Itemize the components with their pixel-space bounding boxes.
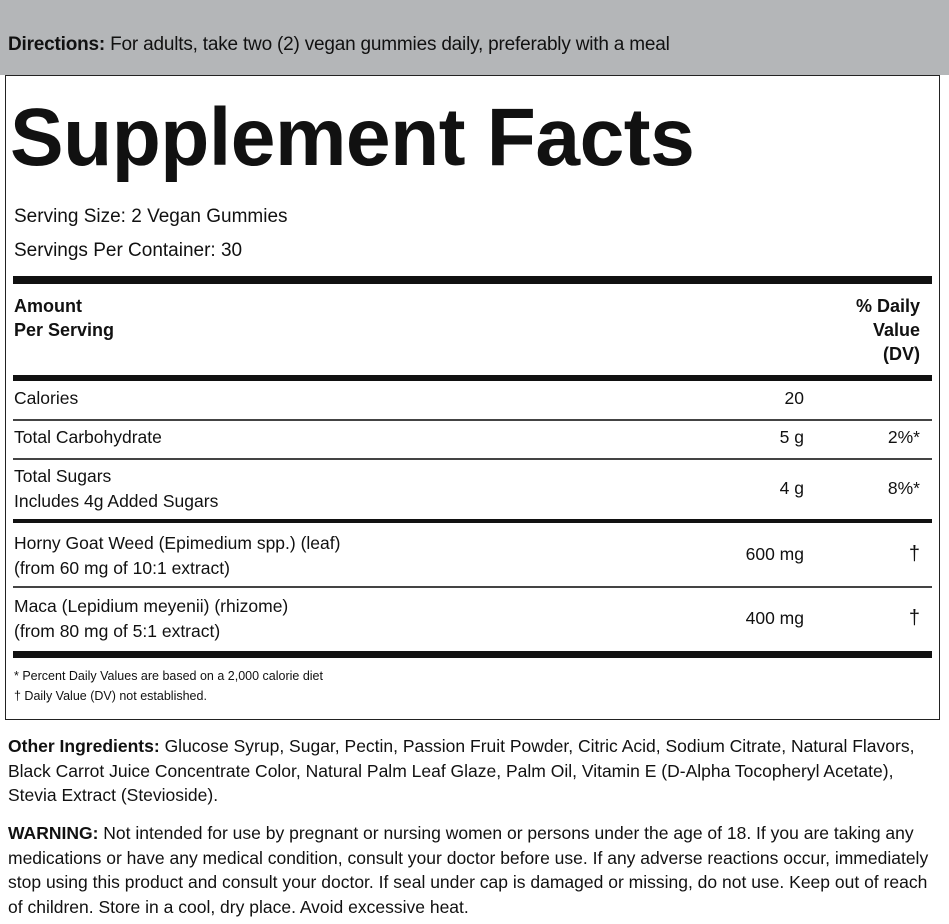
- header-divider: [13, 375, 932, 381]
- thick-divider: [13, 276, 932, 284]
- warning-label: WARNING:: [8, 823, 99, 843]
- row-goatweed-name: Horny Goat Weed (Epimedium spp.) (leaf): [14, 533, 341, 553]
- row-goatweed-subname: (from 60 mg of 10:1 extract): [14, 558, 230, 578]
- row-sugars-name: Total Sugars: [14, 466, 112, 486]
- row-sugars-dv: 8%*: [887, 478, 920, 498]
- row-goatweed-dv: †: [908, 543, 920, 565]
- amount-header-line1: Amount: [14, 296, 82, 316]
- dv-header-line3: (DV): [883, 344, 920, 364]
- warning-text: Not intended for use by pregnant or nursing women or persons under the age of 18. If you are taking any medications or have any medical condition, consult your doctor before use. If any adverse reactions occur, immediately stop using this product and consult your doctor. If seal under cap is damaged or missing, do not use. Keep out of reach of children. Store in a cool, dry place. Avoid excessive heat.: [8, 823, 929, 917]
- warning: [8, 821, 943, 919]
- directions-label: Directions:: [8, 34, 106, 55]
- panel-title: Supplement Facts: [10, 92, 695, 183]
- row-maca-dv: †: [908, 607, 920, 629]
- row-carb-name: Total Carbohydrate: [14, 427, 162, 447]
- servings-per-container: Servings Per Container: 30: [14, 240, 243, 261]
- row-carb-dv: 2%*: [887, 427, 920, 447]
- other-ingredients-text: Glucose Syrup, Sugar, Pectin, Passion Fruit Powder, Citric Acid, Sodium Citrate, Natural Flavors, Black Carrot Juice Concentrate Color, Natural Palm Leaf Glaze, Palm Oil, Vitamin E (D-Alpha Tocopheryl Acetate), Stevia Extract (Stevioside).: [8, 736, 915, 805]
- amount-header-line2: Per Serving: [14, 320, 115, 340]
- row-divider: [13, 458, 932, 460]
- dv-header-line2: Value: [872, 320, 920, 340]
- bottom-divider: [13, 651, 932, 658]
- row-divider: [13, 419, 932, 421]
- row-sugars-amount: 4 g: [779, 478, 804, 498]
- row-maca-amount: 400 mg: [745, 608, 804, 628]
- directions-body: For adults, take two (2) vegan gummies daily, preferably with a meal: [110, 34, 670, 55]
- row-maca-subname: (from 80 mg of 5:1 extract): [14, 621, 221, 641]
- row-calories-name: Calories: [14, 388, 79, 408]
- directions-text: [8, 34, 670, 56]
- footnote-percent-dv: * Percent Daily Values are based on a 2,000 calorie diet: [14, 669, 323, 683]
- dv-header-line1: % Daily: [855, 296, 920, 316]
- row-carb-amount: 5 g: [779, 427, 804, 447]
- row-goatweed-amount: 600 mg: [745, 544, 804, 564]
- other-ingredients-label: Other Ingredients:: [8, 736, 160, 756]
- other-ingredients: [8, 734, 943, 808]
- footnote-dagger: † Daily Value (DV) not established.: [14, 689, 207, 703]
- serving-size: Serving Size: 2 Vegan Gummies: [14, 206, 288, 227]
- row-divider: [13, 586, 932, 588]
- section-divider: [13, 519, 932, 523]
- row-calories-amount: 20: [784, 388, 804, 408]
- row-sugars-subname: Includes 4g Added Sugars: [14, 491, 219, 511]
- row-maca-name: Maca (Lepidium meyenii) (rhizome): [14, 596, 289, 616]
